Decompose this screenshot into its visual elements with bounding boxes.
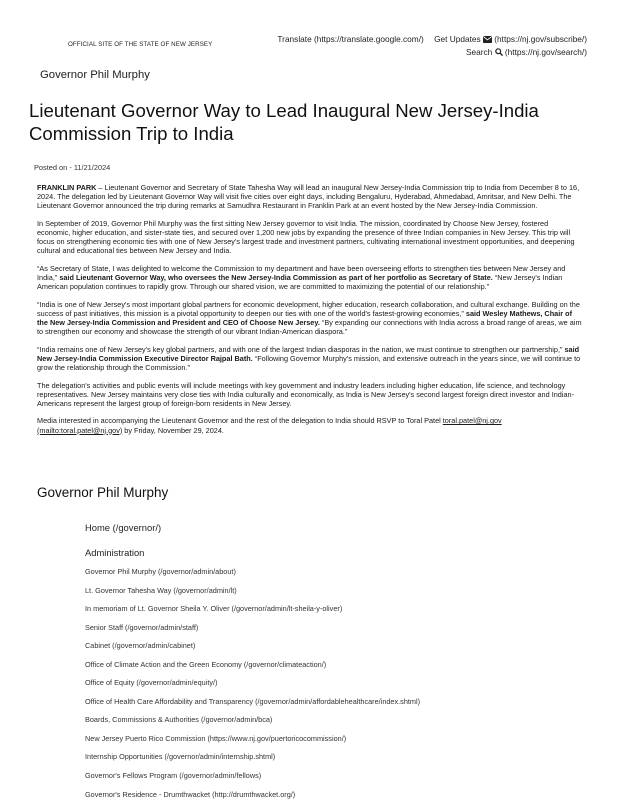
top-nav <box>269 33 587 59</box>
admin-link-governor[interactable]: Governor Phil Murphy (/governor/admin/about) <box>85 567 236 576</box>
admin-link-puerto-rico[interactable]: New Jersey Puerto Rico Commission (https://www.nj.gov/puertoricocommission/) <box>85 733 347 743</box>
admin-link-climate-action[interactable]: Office of Climate Action and the Green Economy (/governor/climateaction/) <box>85 659 327 669</box>
get-updates-link[interactable]: Get Updates (https://nj.gov/subscribe/) <box>434 34 587 44</box>
search-link[interactable]: Search (https://nj.gov/search/) <box>465 47 587 57</box>
envelope-icon <box>483 36 492 43</box>
admin-link-equity[interactable]: Office of Equity (/governor/admin/equity/) <box>85 678 218 688</box>
footer-title: Governor Phil Murphy <box>37 485 169 500</box>
admin-link-internship[interactable]: Internship Opportunities (/governor/admin/internship.shtml) <box>85 752 276 762</box>
paragraph-6: The delegation's activities and public events will include meetings with key government and industry leaders including higher education, life science, and technology representatives. New Jersey maintains very close ties with India culturally and economically, as India is New Jersey's second largest foreign direct investor and Indian-Americans represent the largest group of foreign-born residents in New Jersey. <box>37 380 575 408</box>
media-contact-email-link[interactable]: toral.patel@nj.gov (mailto:toral.patel@nj.gov) <box>37 416 502 435</box>
paragraph-4: “India is one of New Jersey's most important global partners for economic development, higher education, research collaboration, and cultural exchange. Building on the success of past initiatives, this mission is a pivotal opportunity to deepen our ties with one of the world's fastest-growing economies,” said Wesley Mathews, Chair of the New Jersey-India Commission and President and CEO of Choose New Jersey. “By expanding our connections with India across a broad range of areas, we aim to strengthen our economy and showcase the strength of our vibrant Indian-American diaspora.” <box>37 299 582 336</box>
paragraph-2: In September of 2019, Governor Phil Murphy was the first sitting New Jersey governor to visit India. The mission, coordinated by Choose New Jersey, fostered economic, higher education, and sister-state ties, and secured over 1,200 new jobs by expanding the presence of three Indian companies in New Jersey. This trip will focus on strengthening economic ties with one of New Jersey's largest trade and investment partners, cultivating international investment opportunities, and deepening cultural and educational ties between New Jersey and India. <box>37 218 575 256</box>
admin-link-memoriam[interactable]: In memoriam of Lt. Governor Sheila Y. Oliver (/governor/admin/lt-sheila-y-oliver) <box>85 604 343 614</box>
paragraph-7: Media interested in accompanying the Lieutenant Governor and the rest of the delegation to India should RSVP to Toral Patel toral.patel@nj.gov (mailto:toral.patel@nj.gov) by Friday, November 29, 2024. <box>37 416 502 435</box>
paragraph-1: FRANKLIN PARK – Lieutenant Governor and Secretary of State Tahesha Way will lead an inaugural New Jersey-India Commission trip to India from December 8 to 16, 2024. The delegation led by Lieutenant Governor Way will visit five cities over eight days, including Bengaluru, Hyderabad, Ahmedabad, Amritsar, and New Delhi. The Lieutenant Governor announced the trip during remarks at Samudhra Restaurant in Franklin Park at an event hosted by the New Jersey-India Commission. <box>37 183 580 211</box>
posted-date: Posted on - 11/21/2024 <box>34 163 111 172</box>
admin-link-lt-governor[interactable]: Lt. Governor Tahesha Way (/governor/admin/lt) <box>85 585 237 595</box>
admin-link-fellows[interactable]: Governor's Fellows Program (/governor/admin/fellows) <box>85 771 262 781</box>
footer-home-link[interactable]: Home (/governor/) <box>85 522 162 533</box>
admin-link-health-care[interactable]: Office of Health Care Affordability and Transparency (/governor/admin/affordablehealthcare/index.shtml) <box>85 696 421 706</box>
admin-link-cabinet[interactable]: Cabinet (/governor/admin/cabinet) <box>85 641 196 651</box>
paragraph-5: “India remains one of New Jersey's key global partners, and with one of the largest Indian diasporas in the nation, we must continue to strengthen our partnership,” said New Jersey-India Commission Executive Director Rajpal Bath. “Following Governor Murphy's mission, and extensive outreach in the years since, we will continue to grow the relationship through the Commission.” <box>37 344 581 372</box>
administration-links <box>85 567 420 808</box>
paragraph-3: “As Secretary of State, I was delighted to welcome the Commission to my department and have been overseeing efforts to strengthen ties between New Jersey and India,” said Lieutenant Governor Way, who oversees the New Jersey-India Commission as part of her portfolio as Secretary of State. “New Jersey's Indian American population continues to rapidly grow. Through our shared vision, we are committed to maximizing the potential of our relationship.” <box>37 263 566 292</box>
translate-link[interactable]: Translate (https://translate.google.com/) <box>277 34 424 44</box>
administration-heading: Administration <box>85 547 145 558</box>
official-site-label: OFFICIAL SITE OF THE STATE OF NEW JERSEY <box>68 41 213 48</box>
admin-link-senior-staff[interactable]: Senior Staff (/governor/admin/staff) <box>85 622 199 632</box>
article-body <box>37 183 582 443</box>
dateline: FRANKLIN PARK <box>37 183 97 192</box>
admin-link-boards[interactable]: Boards, Commissions & Authorities (/governor/admin/bca) <box>85 715 273 725</box>
article-title: Lieutenant Governor Way to Lead Inaugural New Jersey-India Commission Trip to India <box>29 100 539 144</box>
site-brand[interactable]: Governor Phil Murphy <box>40 69 150 81</box>
search-icon <box>495 48 503 56</box>
admin-link-residence[interactable]: Governor's Residence - Drumthwacket (http://drumthwacket.org/) <box>85 789 296 799</box>
